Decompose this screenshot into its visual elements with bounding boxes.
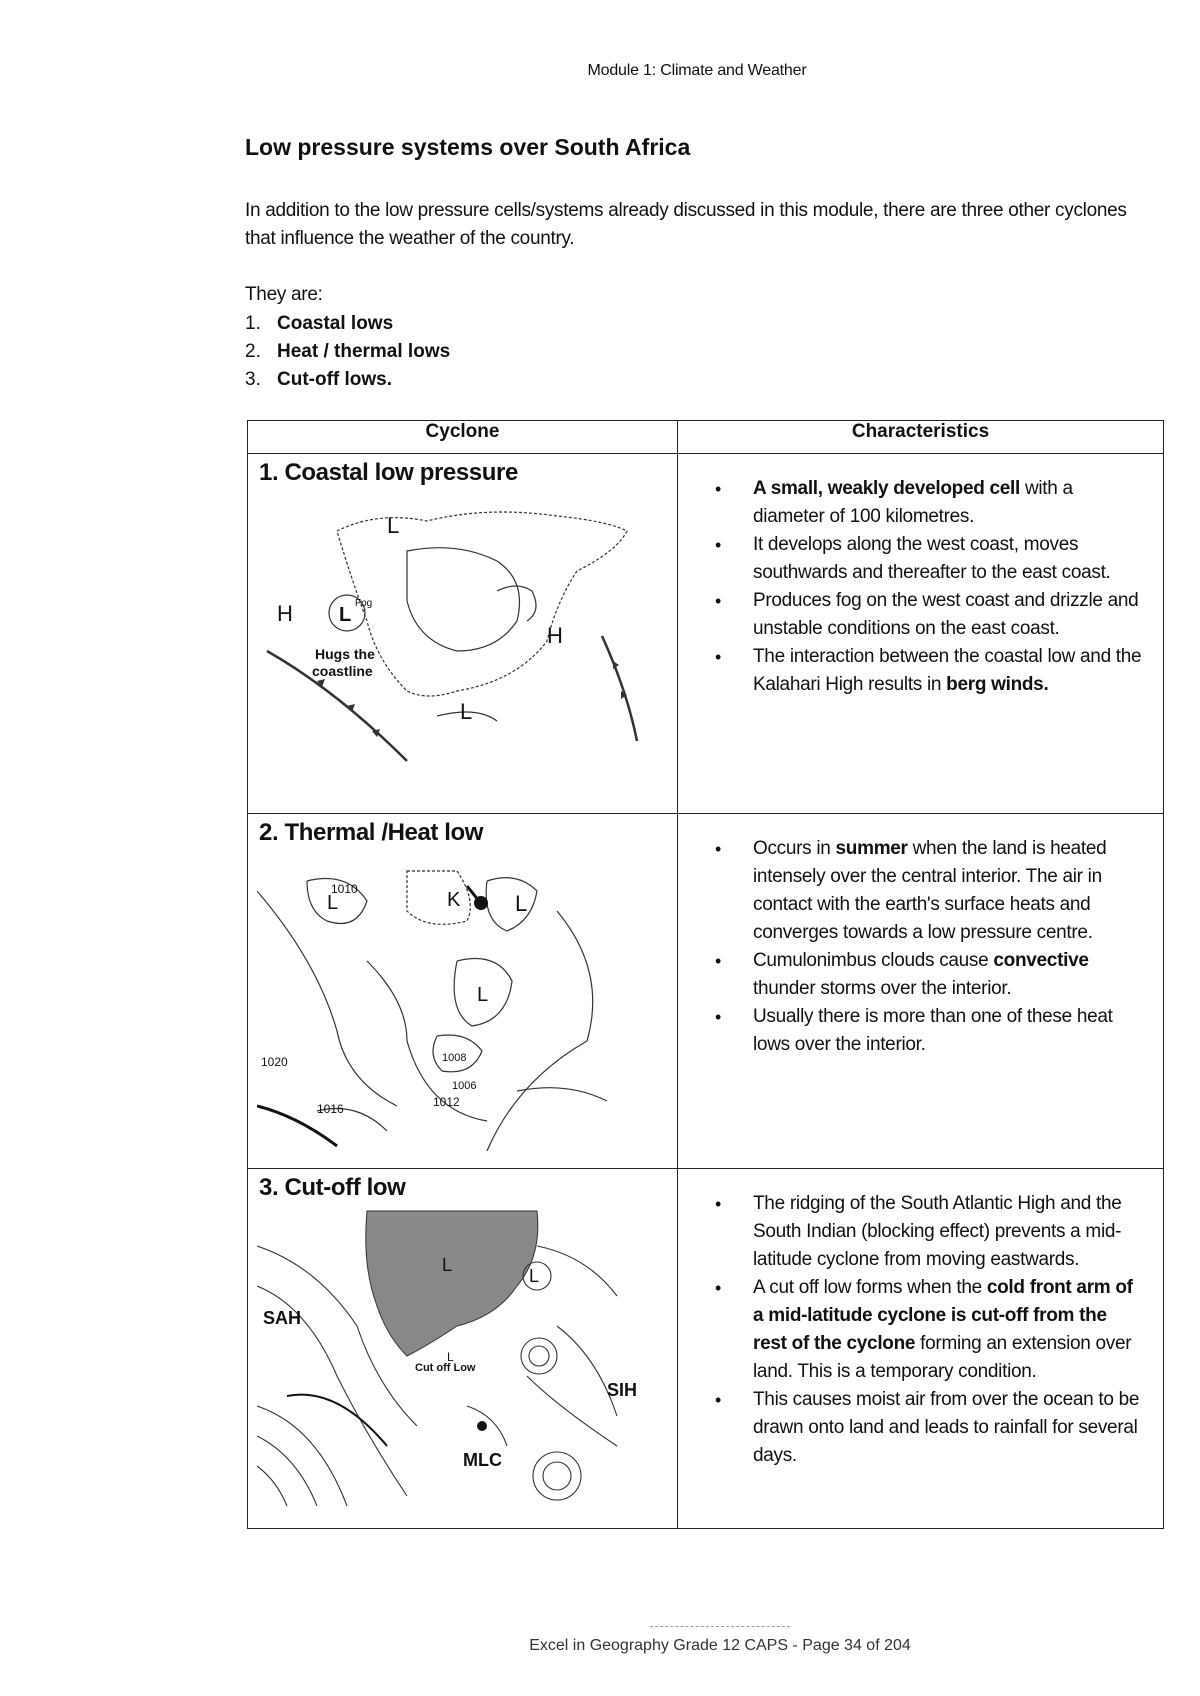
list-item: • The ridging of the South Atlantic High and the South Indian (blocking effect) prevents a mid-latitude cyclone from moving eastwards. <box>715 1190 1142 1274</box>
map-label-l: L <box>460 699 473 724</box>
cyclone-cell <box>248 1169 678 1529</box>
map-label-isobar: 1012 <box>433 1095 460 1109</box>
map-label-cut-off-low: Cut off Low <box>415 1362 476 1374</box>
table-row <box>248 814 1164 1169</box>
map-label-l: L <box>387 513 400 538</box>
map-label-l: L <box>477 984 489 1006</box>
map-label-fog: Fog <box>355 598 373 609</box>
list-item: • Cumulonimbus clouds cause convective thunder storms over the interior. <box>715 947 1142 1003</box>
thermal-low-map <box>257 851 667 1151</box>
header-text: Module 1: Climate and Weather <box>587 62 807 79</box>
header-characteristics: Characteristics <box>678 421 1164 454</box>
list-item: • The interaction between the coastal low and the Kalahari High results in berg winds. <box>715 643 1142 699</box>
map-label-l: L <box>447 1350 454 1364</box>
footer-text: Excel in Geography Grade 12 CAPS - Page 34 of 204 <box>529 1637 911 1654</box>
map-label-k: K <box>447 889 461 911</box>
map-label-isobar: 1020 <box>261 1055 288 1069</box>
characteristics-cell <box>678 454 1164 814</box>
map-label-hugs: Hugs the <box>315 646 375 662</box>
list-item: • Produces fog on the west coast and drizzle and unstable conditions on the east coast. <box>715 587 1142 643</box>
footer-divider <box>650 1626 790 1627</box>
table-header-row <box>248 421 1164 454</box>
intro-paragraph: In addition to the low pressure cells/systems already discussed in this module, there are three other cyclones that influence the weather of the country. <box>245 200 1127 249</box>
cyclone-cell <box>248 454 678 814</box>
list-item: • A small, weakly developed cell with a diameter of 100 kilometres. <box>715 475 1142 531</box>
map-label-h: H <box>547 623 563 648</box>
page-header <box>0 62 1200 80</box>
characteristics-list <box>715 1190 1142 1470</box>
characteristics-list <box>715 475 1142 699</box>
header-cyclone: Cyclone <box>248 421 678 454</box>
map-label-l: L <box>529 1266 540 1286</box>
map-label-l: L <box>515 891 528 916</box>
list-item: 1. Coastal lows <box>245 313 394 334</box>
characteristics-cell <box>678 1169 1164 1529</box>
list-item: • Usually there is more than one of these heat lows over the interior. <box>715 1003 1142 1059</box>
table-row <box>248 1169 1164 1529</box>
cyclone-title: 1. Coastal low pressure <box>259 459 518 486</box>
table-row <box>248 454 1164 814</box>
map-label-isobar: 1010 <box>331 882 358 896</box>
map-label-l: L <box>442 1255 453 1275</box>
map-label-isobar: 1008 <box>442 1052 467 1064</box>
cyclone-table <box>247 420 1164 1529</box>
list-item: • Occurs in summer when the land is heated intensely over the central interior. The air in contact with the earth's surface heats and converges towards a low pressure centre. <box>715 835 1142 947</box>
cyclone-cell <box>248 814 678 1169</box>
map-label-isobar: 1016 <box>317 1102 344 1116</box>
page-footer <box>0 1637 1200 1655</box>
map-label-mlc: MLC <box>463 1450 502 1470</box>
map-label-isobar: 1006 <box>452 1080 477 1092</box>
list-item: 2. Heat / thermal lows <box>245 341 451 362</box>
cut-off-low-map <box>257 1206 667 1506</box>
map-label-l: L <box>327 892 339 914</box>
map-label-sah: SAH <box>263 1308 302 1328</box>
map-label-l: L <box>339 604 352 626</box>
map-label-sih: SIH <box>607 1380 638 1400</box>
list-item: • It develops along the west coast, moves southwards and thereafter to the east coast. <box>715 531 1142 587</box>
cyclone-title: 3. Cut-off low <box>259 1174 406 1201</box>
page-title: Low pressure systems over South Africa <box>245 134 691 160</box>
coastal-low-map <box>257 491 667 791</box>
types-list <box>245 310 450 394</box>
list-item: • A cut off low forms when the cold front arm of a mid-latitude cyclone is cut-off from the rest of the cyclone forming an extension over land. This is a temporary condition. <box>715 1274 1142 1386</box>
map-label-h: H <box>277 601 293 626</box>
list-item: • This causes moist air from over the ocean to be drawn onto land and leads to rainfall for several days. <box>715 1386 1142 1470</box>
characteristics-cell <box>678 814 1164 1169</box>
map-label-coastline: coastline <box>312 663 373 679</box>
list-item: 3. Cut-off lows. <box>245 369 393 390</box>
characteristics-list <box>715 835 1142 1059</box>
cyclone-title: 2. Thermal /Heat low <box>259 819 484 846</box>
they-are-label: They are: <box>245 284 323 305</box>
